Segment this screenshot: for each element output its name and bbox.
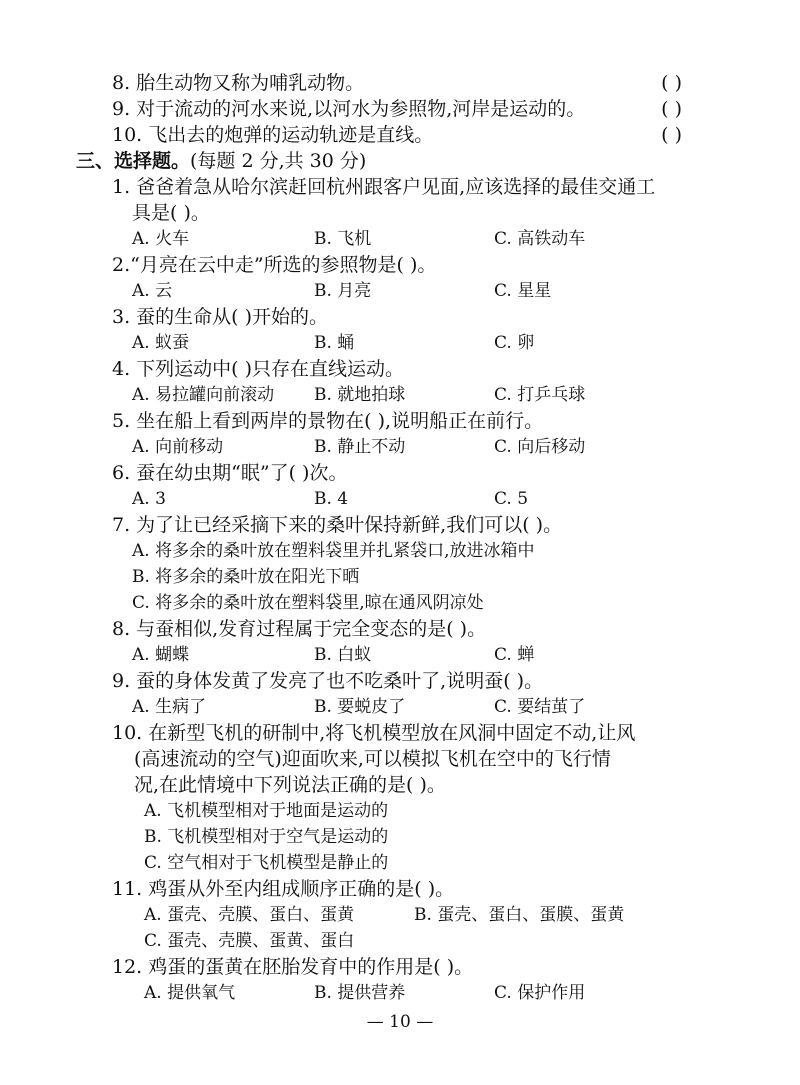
q4-option-b: B. 就地拍球 <box>314 385 406 405</box>
section-note: (每题 2 分,共 30 分) <box>190 150 367 172</box>
page-number: — 10 — <box>366 1012 434 1032</box>
section-title: 三、选择题。 <box>76 150 191 172</box>
q7-option-b: B. 将多余的桑叶放在阳光下晒 <box>132 567 360 587</box>
q11-option-c: C. 蛋壳、壳膜、蛋黄、蛋白 <box>144 931 355 951</box>
question-3-stem: 3. 蚕的生命从( )开始的。 <box>112 306 329 328</box>
question-10-stem-cont-2: 况,在此情境中下列说法正确的是( )。 <box>134 774 446 796</box>
q11-option-a: A. 蛋壳、壳膜、蛋白、蛋黄 <box>144 905 355 925</box>
q10-option-b: B. 飞机模型相对于空气是运动的 <box>144 827 389 847</box>
q2-option-b: B. 月亮 <box>314 281 372 301</box>
q4-option-a: A. 易拉罐向前滚动 <box>132 385 275 405</box>
question-5-stem: 5. 坐在船上看到两岸的景物在( ),说明船正在前行。 <box>112 410 544 432</box>
tf-item-9: 9. 对于流动的河水来说,以河水为参照物,河岸是运动的。 <box>112 98 586 120</box>
q8-option-c: C. 蝉 <box>494 645 535 665</box>
tf-item-10: 10. 飞出去的炮弹的运动轨迹是直线。 <box>112 124 434 146</box>
tf-bracket-8: ( ) <box>661 72 682 94</box>
question-9-stem: 9. 蚕的身体发黄了发亮了也不吃桑叶了,说明蚕( )。 <box>112 670 544 692</box>
q6-option-b: B. 4 <box>314 489 349 509</box>
q7-option-c: C. 将多余的桑叶放在塑料袋里,晾在通风阴凉处 <box>132 593 484 613</box>
q1-option-c: C. 高铁动车 <box>494 229 586 249</box>
q5-option-c: C. 向后移动 <box>494 437 586 457</box>
q12-option-c: C. 保护作用 <box>494 983 586 1003</box>
question-10-stem-cont-1: (高速流动的空气)迎面吹来,可以模拟飞机在空中的飞行情 <box>134 748 611 770</box>
section-heading <box>76 148 366 174</box>
q7-option-a: A. 将多余的桑叶放在塑料袋里并扎紧袋口,放进冰箱中 <box>132 541 535 561</box>
q3-option-b: B. 蛹 <box>314 333 355 353</box>
q9-option-b: B. 要蜕皮了 <box>314 697 406 717</box>
q4-option-c: C. 打乒乓球 <box>494 385 586 405</box>
q9-option-a: A. 生病了 <box>132 697 207 717</box>
question-1-stem-cont: 具是( )。 <box>132 202 210 224</box>
q11-option-b: B. 蛋壳、蛋白、蛋膜、蛋黄 <box>414 905 625 925</box>
q9-option-c: C. 要结茧了 <box>494 697 586 717</box>
q12-option-a: A. 提供氧气 <box>144 983 236 1003</box>
q3-option-a: A. 蚁蚕 <box>132 333 190 353</box>
question-7-stem: 7. 为了让已经采摘下来的桑叶保持新鲜,我们可以( )。 <box>112 514 563 536</box>
q10-option-c: C. 空气相对于飞机模型是静止的 <box>144 853 389 873</box>
question-1-stem: 1. 爸爸着急从哈尔滨赶回杭州跟客户见面,应该选择的最佳交通工 <box>112 176 656 198</box>
question-6-stem: 6. 蚕在幼虫期“眠”了( )次。 <box>112 462 348 484</box>
q6-option-a: A. 3 <box>132 489 166 509</box>
tf-item-8: 8. 胎生动物又称为哺乳动物。 <box>112 72 365 94</box>
q8-option-b: B. 白蚁 <box>314 645 372 665</box>
q3-option-c: C. 卵 <box>494 333 535 353</box>
q2-option-a: A. 云 <box>132 281 173 301</box>
q12-option-b: B. 提供营养 <box>314 983 406 1003</box>
tf-bracket-10: ( ) <box>661 124 682 146</box>
question-4-stem: 4. 下列运动中( )只存在直线运动。 <box>112 358 405 380</box>
q5-option-b: B. 静止不动 <box>314 437 406 457</box>
tf-bracket-9: ( ) <box>661 98 682 120</box>
q1-option-b: B. 飞机 <box>314 229 372 249</box>
q1-option-a: A. 火车 <box>132 229 190 249</box>
q10-option-a: A. 飞机模型相对于地面是运动的 <box>144 801 389 821</box>
question-11-stem: 11. 鸡蛋从外至内组成顺序正确的是( )。 <box>112 878 455 900</box>
question-12-stem: 12. 鸡蛋的蛋黄在胚胎发育中的作用是( )。 <box>112 956 474 978</box>
q5-option-a: A. 向前移动 <box>132 437 224 457</box>
question-10-stem: 10. 在新型飞机的研制中,将飞机模型放在风洞中固定不动,让风 <box>112 722 636 744</box>
question-2-stem: 2.“月亮在云中走”所选的参照物是( )。 <box>112 254 437 276</box>
q6-option-c: C. 5 <box>494 489 529 509</box>
q2-option-c: C. 星星 <box>494 281 552 301</box>
q8-option-a: A. 蝴蝶 <box>132 645 190 665</box>
question-8-stem: 8. 与蚕相似,发育过程属于完全变态的是( )。 <box>112 618 487 640</box>
